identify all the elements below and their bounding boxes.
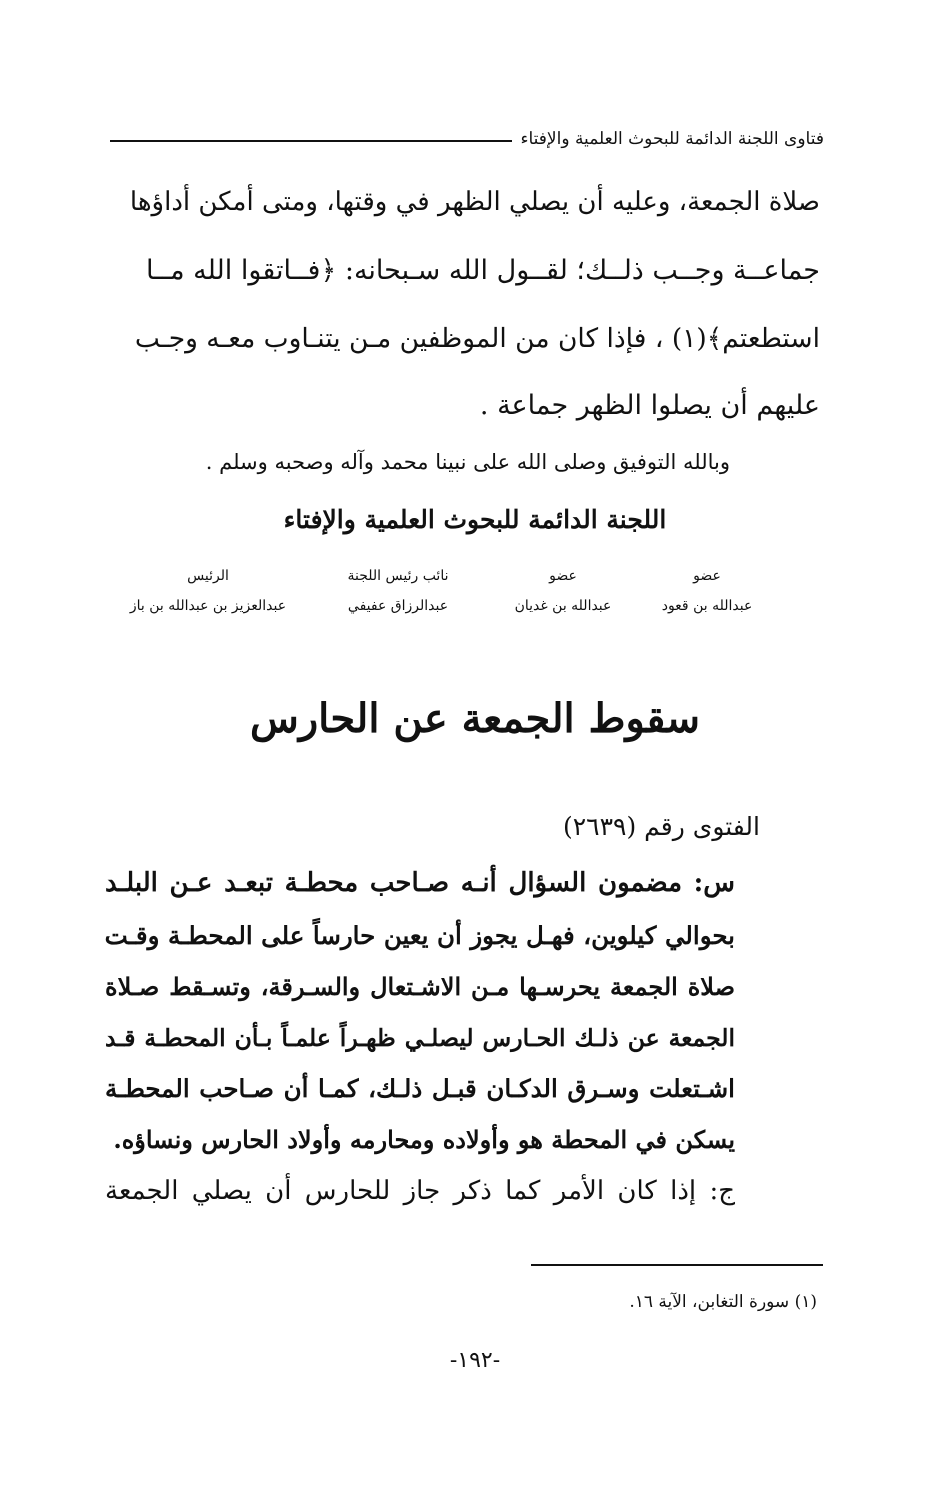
signatory-member-2 (488, 568, 638, 614)
question-line-3: صلاة الجمعة يحرسـها مـن الاشـتعال والسـرقة، وتسـقط صـلاة (105, 972, 735, 1001)
footnote: (١) سورة التغابن، الآية ١٦. (629, 1292, 817, 1312)
signatory-member-1 (632, 568, 782, 614)
signatory-role: عضو (693, 568, 721, 584)
paragraph-line-1: صلاة الجمعة، وعليه أن يصلي الظهر في وقتها، ومتى أمكن أداؤها (129, 187, 820, 217)
header-rule (110, 140, 512, 142)
signatory-name: عبدالرزاق عفيفي (347, 598, 449, 614)
question-line-5: اشـتعلت وسـرق الدكـان قبـل ذلـك، كمـا أن صـاحب المحطـة (105, 1074, 735, 1103)
signatory-name: عبدالعزيز بن عبدالله بن باز (129, 598, 287, 614)
paragraph-line-2: جماعــة وجــب ذلــك؛ لقــول الله سـبحانه: ﴿فــاتقوا الله مــا (146, 255, 820, 286)
answer-line-1: ج: إذا كان الأمر كما ذكر جاز للحارس أن يصلي الجمعة (105, 1176, 735, 1206)
question-line-1: س: مضمون السؤال أنـه صـاحب محطـة تبعـد عـن البلـد (105, 868, 735, 898)
signatory-chairman (108, 568, 308, 614)
fatwa-number: الفتوى رقم (٢٦٣٩) (562, 812, 760, 841)
paragraph-line-3: استطعتم﴾(١) ، فإذا كان من الموظفين مـن يتنـاوب معـه وجـب (134, 323, 820, 354)
signatory-vice-chairman (318, 568, 478, 614)
closing-formula: وبالله التوفيق وصلى الله على نبينا محمد وآله وصحبه وسلم . (205, 450, 730, 474)
question-line-6: يسكن في المحطة هو وأولاده ومحارمه وأولاد الحارس ونساؤه. (113, 1125, 735, 1154)
signatory-name: عبدالله بن قعود (661, 598, 753, 614)
signatory-name: عبدالله بن غديان (514, 598, 612, 614)
header-title: فتاوى اللجنة الدائمة للبحوث العلمية والإفتاء (520, 129, 824, 149)
fatwa-title: سقوط الجمعة عن الحارس (250, 695, 700, 742)
signatory-role: عضو (549, 568, 577, 584)
committee-title: اللجنة الدائمة للبحوث العلمية والإفتاء (283, 505, 667, 534)
footnote-rule (531, 1264, 823, 1266)
page-number: -١٩٢- (449, 1348, 501, 1373)
running-header (110, 124, 824, 154)
question-line-4: الجمعة عن ذلـك الحـارس ليصلـي ظهـراً علمـاً بـأن المحطـة قـد (105, 1024, 735, 1052)
signatory-role: نائب رئيس اللجنة (347, 568, 449, 584)
question-line-2: بحوالي كيلوين، فهـل يجوز أن يعين حارساً على المحطـة وقـت (104, 921, 735, 950)
paragraph-line-4: عليهم أن يصلوا الظهر جماعة . (479, 390, 820, 421)
signatory-role: الرئيس (187, 568, 229, 584)
